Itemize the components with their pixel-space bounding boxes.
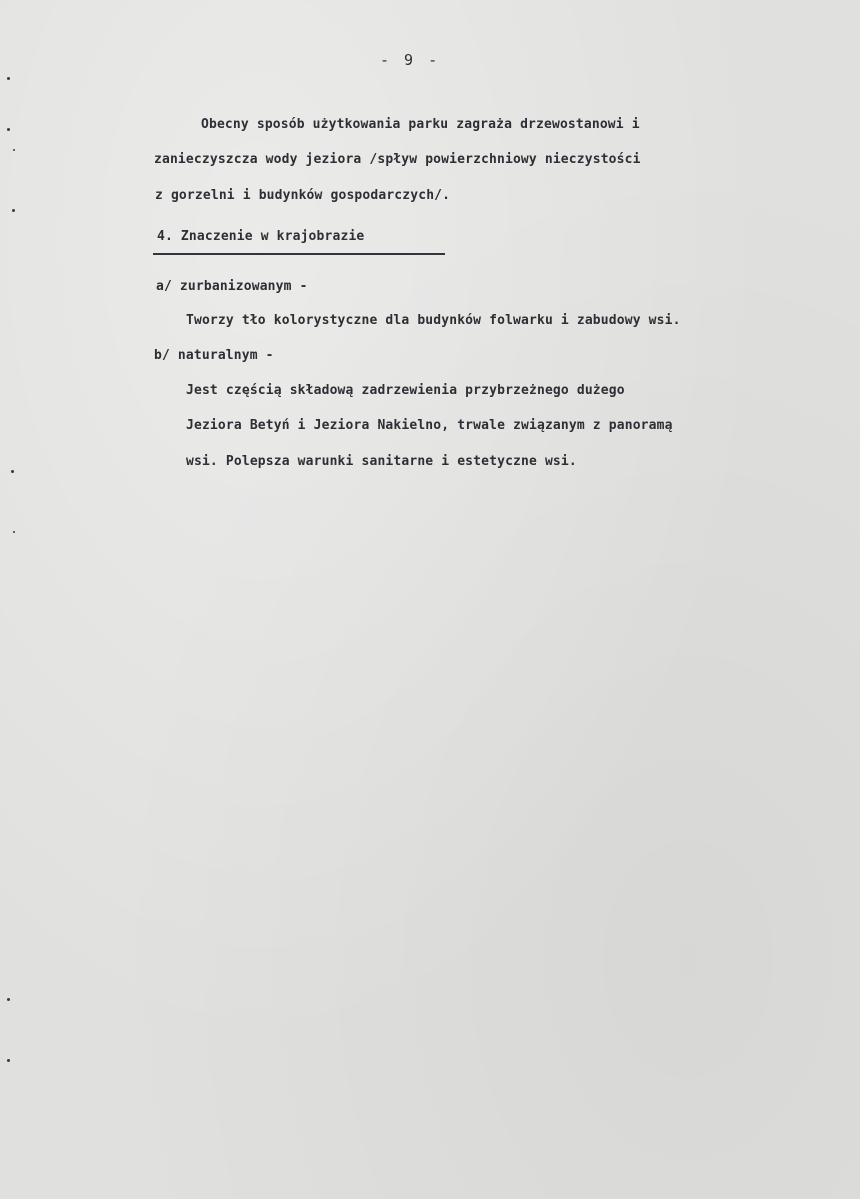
margin-mark: [13, 531, 15, 533]
margin-mark: [11, 470, 14, 473]
item-a-label: a/ zurbanizowanym -: [156, 279, 308, 294]
margin-mark: [7, 128, 10, 131]
item-b-line-3: wsi. Polepsza warunki sanitarne i estetyczne wsi.: [186, 454, 577, 469]
paragraph-line-1: Obecny sposób użytkowania parku zagraża drzewostanowi i: [201, 117, 640, 132]
margin-mark: [7, 998, 10, 1001]
paragraph-line-3: z gorzelni i budynków gospodarczych/.: [155, 188, 451, 203]
heading-underline: [153, 253, 445, 255]
item-b-line-2: Jeziora Betyń i Jeziora Nakielno, trwale związanym z panoramą: [186, 418, 673, 433]
page-number: - 9 -: [380, 51, 441, 69]
item-a-text: Tworzy tło kolorystyczne dla budynków folwarku i zabudowy wsi.: [186, 313, 681, 328]
margin-mark: [13, 149, 15, 151]
item-b-line-1: Jest częścią składową zadrzewienia przybrzeżnego dużego: [186, 383, 625, 398]
margin-mark: [7, 1059, 10, 1062]
paragraph-line-2: zanieczyszcza wody jeziora /spływ powierzchniowy nieczystości: [154, 152, 641, 167]
margin-mark: [12, 209, 15, 212]
item-b-label: b/ naturalnym -: [154, 348, 274, 363]
section-heading: 4. Znaczenie w krajobrazie: [157, 229, 365, 244]
margin-mark: [7, 77, 10, 80]
